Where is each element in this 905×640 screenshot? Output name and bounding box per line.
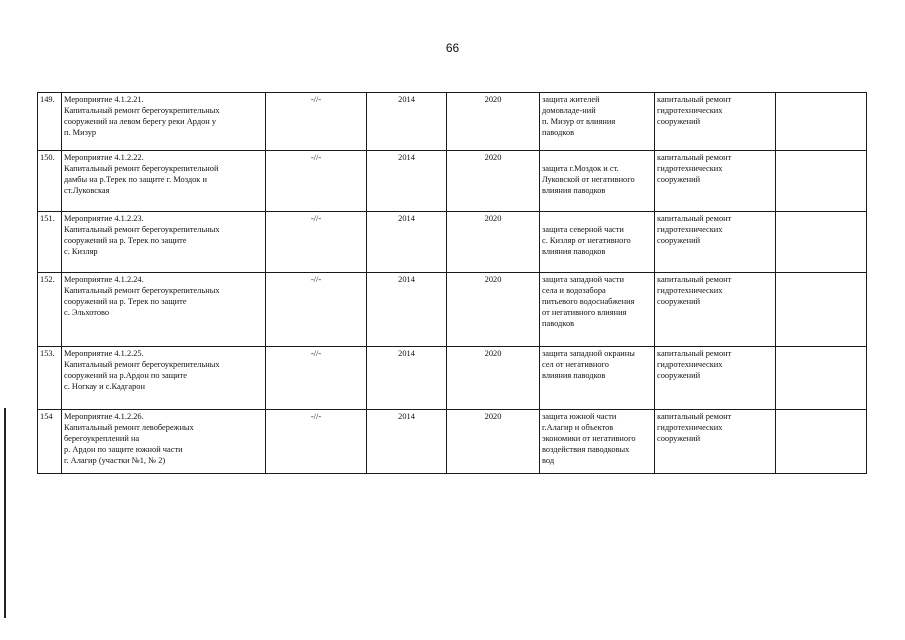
goal-cell-line: влияния паводков (542, 186, 606, 195)
measure-title-cell-line: ст.Луковская (64, 186, 110, 195)
end-year-cell: 2020 (447, 410, 540, 474)
work-type-cell-line: гидротехнических (657, 225, 723, 234)
goal-cell-line: воздействия паводковых (542, 445, 630, 454)
goal-cell (540, 347, 655, 410)
end-year-cell: 2020 (447, 93, 540, 151)
measure-title-cell (62, 410, 266, 474)
work-type-cell-line: гидротехнических (657, 360, 723, 369)
measure-title-cell-line: сооружений на р. Терек по защите (64, 236, 187, 245)
table-row (38, 273, 867, 347)
empty-cell (776, 151, 867, 212)
row-number-cell: 150. (38, 151, 62, 212)
goal-cell-line: г.Алагир и объектов (542, 423, 614, 432)
row-number-cell: 152. (38, 273, 62, 347)
row-number-cell: 153. (38, 347, 62, 410)
goal-cell (540, 212, 655, 273)
goal-cell-line: домовладе-ний (542, 106, 596, 115)
end-year-cell: 2020 (447, 151, 540, 212)
empty-cell (776, 93, 867, 151)
goal-cell (540, 151, 655, 212)
ditto-mark-cell: -//- (266, 347, 367, 410)
measure-title-cell-line: г. Алагир (участки №1, № 2) (64, 456, 166, 465)
goal-cell-line: сел от негативного (542, 360, 609, 369)
measure-title-cell-line: с. Ногкау и с.Кадгарон (64, 382, 145, 391)
work-type-cell-line: капитальный ремонт (657, 214, 732, 223)
measure-title-cell (62, 151, 266, 212)
measure-title-cell-line: Капитальный ремонт берегоукрепительных (64, 286, 220, 295)
work-type-cell (655, 93, 776, 151)
goal-cell-line: влияния паводков (542, 371, 606, 380)
goal-cell-line (542, 213, 652, 224)
goal-cell-line: с. Кизляр от негативного (542, 236, 631, 245)
table-row (38, 93, 867, 151)
measure-title-cell-line: сооружений на р. Терек по защите (64, 297, 187, 306)
goal-cell-line: защита г.Моздок и ст. (542, 164, 619, 173)
measure-title-cell-line: берегоукреплений на (64, 434, 140, 443)
goal-cell-line: защита южной части (542, 412, 617, 421)
measure-title-cell-line: Мероприятие 4.1.2.26. (64, 412, 144, 421)
row-number-cell: 151. (38, 212, 62, 273)
goal-cell-line: защита западной части (542, 275, 624, 284)
ditto-mark-cell: -//- (266, 151, 367, 212)
table-row (38, 151, 867, 212)
work-type-cell-line: капитальный ремонт (657, 412, 732, 421)
measures-table (37, 92, 867, 474)
goal-cell (540, 93, 655, 151)
end-year-cell: 2020 (447, 347, 540, 410)
measure-title-cell-line: Мероприятие 4.1.2.25. (64, 349, 144, 358)
goal-cell-line: Луковской от негативного (542, 175, 635, 184)
measure-title-cell-line: дамбы на р.Терек по защите г. Моздок и (64, 175, 207, 184)
measure-title-cell-line: Капитальный ремонт берегоукрепительных (64, 360, 220, 369)
work-type-cell (655, 273, 776, 347)
goal-cell-line: защита жителей (542, 95, 600, 104)
work-type-cell-line: капитальный ремонт (657, 153, 732, 162)
goal-cell-line: п. Мизур от влияния (542, 117, 616, 126)
work-type-cell-line: гидротехнических (657, 106, 723, 115)
row-number-cell: 149. (38, 93, 62, 151)
goal-cell-line: от негативного влияния (542, 308, 627, 317)
goal-cell-line: питьевого водоснабжения (542, 297, 635, 306)
work-type-cell-line: сооружений (657, 434, 701, 443)
end-year-cell: 2020 (447, 212, 540, 273)
measure-title-cell-line: Капитальный ремонт левобережных (64, 423, 194, 432)
goal-cell-line: экономики от негативного (542, 434, 636, 443)
measure-title-cell-line: сооружений на р.Ардон по защите (64, 371, 187, 380)
measure-title-cell-line: Мероприятие 4.1.2.22. (64, 153, 144, 162)
empty-cell (776, 273, 867, 347)
measure-title-cell-line: Капитальный ремонт берегоукрепительных (64, 106, 220, 115)
start-year-cell: 2014 (367, 151, 447, 212)
goal-cell (540, 410, 655, 474)
work-type-cell-line: гидротехнических (657, 286, 723, 295)
start-year-cell: 2014 (367, 212, 447, 273)
goal-cell-line: влияния паводков (542, 247, 606, 256)
work-type-cell-line: гидротехнических (657, 423, 723, 432)
table-row (38, 212, 867, 273)
goal-cell-line: защита западной окраины (542, 349, 635, 358)
goal-cell-line: паводков (542, 319, 575, 328)
work-type-cell-line: сооружений (657, 117, 701, 126)
goal-cell-line: села и водозабора (542, 286, 606, 295)
measure-title-cell-line: п. Мизур (64, 128, 97, 137)
start-year-cell: 2014 (367, 347, 447, 410)
measure-title-cell-line: Мероприятие 4.1.2.21. (64, 95, 144, 104)
measure-title-cell-line: р. Ардон по защите южной части (64, 445, 183, 454)
end-year-cell: 2020 (447, 273, 540, 347)
goal-cell-line (542, 152, 652, 163)
start-year-cell: 2014 (367, 273, 447, 347)
start-year-cell: 2014 (367, 93, 447, 151)
work-type-cell-line: сооружений (657, 371, 701, 380)
row-number-cell: 154 (38, 410, 62, 474)
empty-cell (776, 347, 867, 410)
table-body (38, 93, 867, 474)
work-type-cell-line: капитальный ремонт (657, 275, 732, 284)
ditto-mark-cell: -//- (266, 273, 367, 347)
ditto-mark-cell: -//- (266, 410, 367, 474)
measure-title-cell (62, 273, 266, 347)
empty-cell (776, 212, 867, 273)
ditto-mark-cell: -//- (266, 212, 367, 273)
ditto-mark-cell: -//- (266, 93, 367, 151)
work-type-cell-line: капитальный ремонт (657, 349, 732, 358)
work-type-cell (655, 347, 776, 410)
work-type-cell-line: сооружений (657, 297, 701, 306)
work-type-cell-line: гидротехнических (657, 164, 723, 173)
work-type-cell (655, 151, 776, 212)
measure-title-cell (62, 212, 266, 273)
goal-cell-line: паводков (542, 128, 575, 137)
work-type-cell (655, 212, 776, 273)
measure-title-cell-line: Мероприятие 4.1.2.23. (64, 214, 144, 223)
table-row (38, 410, 867, 474)
work-type-cell (655, 410, 776, 474)
table-row (38, 347, 867, 410)
page-number: 66 (445, 41, 460, 55)
measure-title-cell-line: Капитальный ремонт берегоукрепительной (64, 164, 219, 173)
goal-cell-line: защита северной части (542, 225, 624, 234)
goal-cell-line: вод (542, 456, 555, 465)
measure-title-cell-line: с. Эльхотово (64, 308, 110, 317)
measure-title-cell-line: с. Кизляр (64, 247, 98, 256)
measure-title-cell (62, 347, 266, 410)
start-year-cell: 2014 (367, 410, 447, 474)
work-type-cell-line: капитальный ремонт (657, 95, 732, 104)
measure-title-cell-line: Капитальный ремонт берегоукрепительных (64, 225, 220, 234)
measure-title-cell-line: Мероприятие 4.1.2.24. (64, 275, 144, 284)
scan-edge-mark (4, 408, 6, 618)
empty-cell (776, 410, 867, 474)
measure-title-cell (62, 93, 266, 151)
work-type-cell-line: сооружений (657, 175, 701, 184)
work-type-cell-line: сооружений (657, 236, 701, 245)
goal-cell (540, 273, 655, 347)
measure-title-cell-line: сооружений на левом берегу реки Ардон у (64, 117, 217, 126)
